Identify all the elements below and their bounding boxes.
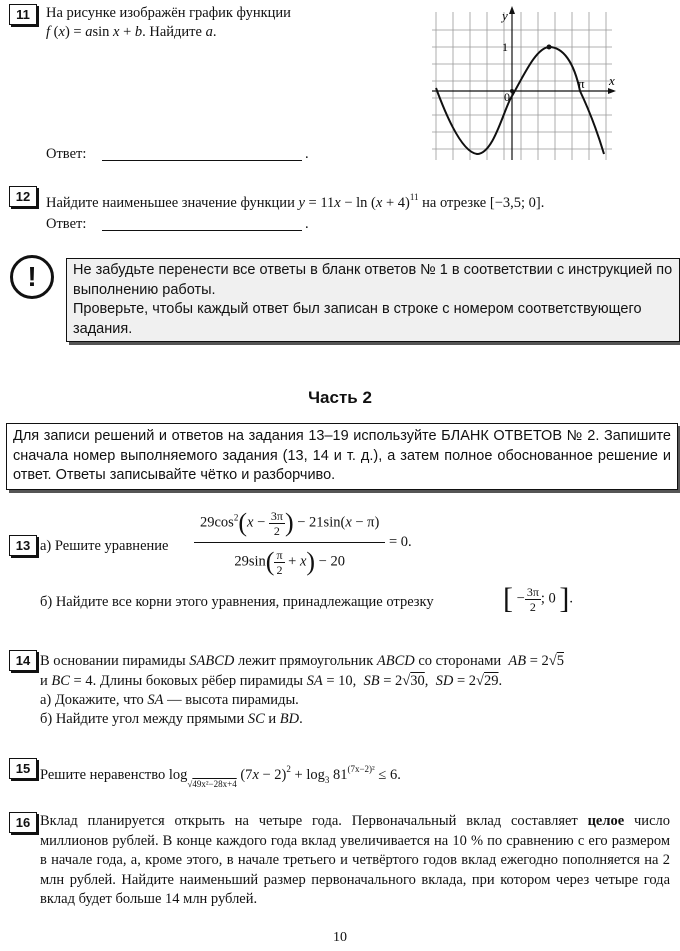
task-13-part-a: а) Решите уравнение bbox=[40, 538, 169, 554]
task-16-text bbox=[40, 812, 670, 910]
y-axis-arrow bbox=[509, 6, 515, 14]
x-axis-arrow bbox=[608, 88, 616, 94]
task-14-line-4: б) Найдите угол между прямыми SC и BD. bbox=[40, 711, 303, 727]
equation-fraction: $29\cos^2(x$ − $\frac{3\pi}{2}$ ) − 21sin(x − π) 29sin( $\frac{\pi}{2}$ + x) − 20 bbox=[194, 508, 385, 577]
y-tick-1: 1 bbox=[502, 40, 508, 54]
task-15-text: Решите неравенство $\log_{√49x^2-28x+4} (7x - 2)^2 + \log_3 81^{(7x-2)^2} \le 6$. bbox=[40, 764, 401, 789]
y-axis-label: y bbox=[502, 8, 508, 23]
task-13-equation: $29\cos^2(x$ − $\frac{3\pi}{2}$ ) − 21sin(x − π) 29sin( $\frac{\pi}{2}$ + x) − 20 = 0. bbox=[194, 508, 412, 577]
task-16-text-after: число миллионов рублей. В конце каждого года вклад увеличивается на 10 % по сравнению с его размером в начале года, а, кроме этого, в начале третьего и четвёртого годов вклад ежегодно пополняется на 2 млн рублей. Найдите наименьший размер первоначального вклада, при котором через четыре года вклад будет больше 14 млн рублей. bbox=[40, 813, 670, 907]
part-2-instructions: Для записи решений и ответов на задания 13–19 используйте БЛАНК ОТВЕТОВ № 2. Запишите сначала номер выполняемого задания (13, 14 и т. д.), а затем полное обоснованное решение и ответ. Ответы записывайте чётко и разборчиво. bbox=[6, 423, 678, 490]
task-16-text-before: Вклад планируется открыть на четыре года. Первоначальный вклад составляет bbox=[40, 813, 578, 829]
task-15-number: 15 bbox=[9, 758, 37, 779]
warning-text-2: Проверьте, чтобы каждый ответ был записан в строке с номером соответствующего задания. bbox=[73, 301, 642, 337]
task-13-part-b: б) Найдите все корни этого уравнения, принадлежащие отрезку bbox=[40, 594, 434, 610]
page-number: 10 bbox=[333, 930, 347, 945]
x-axis-label: x bbox=[609, 73, 615, 88]
function-curve bbox=[436, 47, 604, 154]
task-11-number: 11 bbox=[9, 4, 37, 25]
warning-box bbox=[66, 258, 680, 342]
task-13-segment: [ − $\frac{3\pi}{2}$ ; 0 ]. bbox=[503, 582, 574, 615]
part-2-title: Часть 2 bbox=[308, 388, 372, 407]
task-12-number: 12 bbox=[9, 186, 37, 207]
origin-point bbox=[510, 89, 514, 93]
task-12-answer-label: Ответ: bbox=[46, 216, 87, 232]
task-16-bold-word: целое bbox=[587, 813, 625, 829]
task-14-line-3: а) Докажите, что SA — высота пирамиды. bbox=[40, 692, 299, 708]
task-14-line-2: и BC = 4. Длины боковых рёбер пирамиды SA = 10, SB = 2√30, SD = 2√29. bbox=[40, 673, 503, 689]
warning-icon: ! bbox=[10, 255, 54, 299]
task-12-answer-line[interactable] bbox=[102, 230, 302, 231]
x-tick-pi: π bbox=[578, 76, 585, 91]
task-11-formula: f (x) = asin x + b. Найдите a. bbox=[46, 24, 217, 40]
warning-text-1: Не забудьте перенести все ответы в бланк ответов № 1 в соответствии с инструкцией по выполнению работы. bbox=[73, 262, 673, 298]
task-11-text: На рисунке изображён график функции bbox=[46, 5, 291, 21]
task-11-answer-line[interactable] bbox=[102, 160, 302, 161]
function-graph bbox=[432, 0, 622, 162]
task-13-number: 13 bbox=[9, 535, 37, 556]
task-14-number: 14 bbox=[9, 650, 37, 671]
origin-label: 0 bbox=[504, 90, 510, 104]
task-11-answer-label: Ответ: bbox=[46, 146, 87, 162]
task-11-answer-dot: . bbox=[305, 146, 309, 162]
task-12-text: Найдите наименьшее значение функции $y = 11x - \ln (x + 4)^{11}$ на отрезке [−3,5; 0]. bbox=[46, 192, 545, 211]
task-12-answer-dot: . bbox=[305, 216, 309, 232]
max-point bbox=[547, 45, 552, 50]
task-14-line-1: В основании пирамиды SABCD лежит прямоугольник ABCD со сторонами AB = 2√5 bbox=[40, 653, 564, 669]
task-16-number: 16 bbox=[9, 812, 37, 833]
